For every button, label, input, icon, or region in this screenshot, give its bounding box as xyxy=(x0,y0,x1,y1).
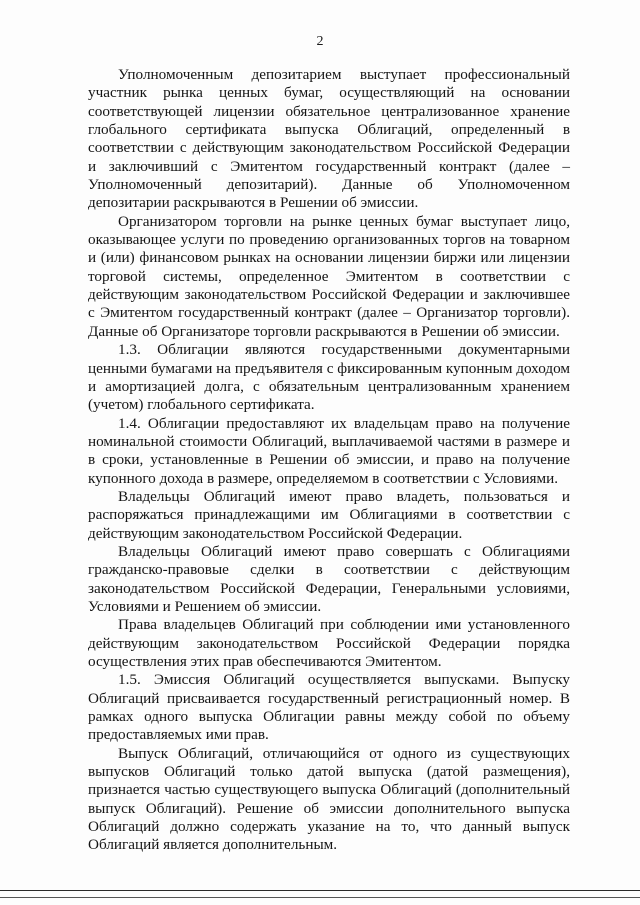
paragraph-authorized-depository: Уполномоченным депозитарием выступает профессиональный участник рынка ценных бумаг, осуществляющий на основании соответствующей лицензии обязательное централизованное хранение глобального сертификата выпуска Облигаций, определенный в соответствии с действующим законодательством Российской Федерации и заключивший с Эмитентом государственный контракт (далее – Уполномоченный депозитарий). Данные об Уполномоченном депозитарии раскрываются в Решении об эмиссии. xyxy=(88,66,570,212)
paragraph-1-3: 1.3. Облигации являются государственными документарными ценными бумагами на предъявителя с фиксированным купонным доходом и амортизацией долга, с обязательным централизованным хранением (учетом) глобального сертификата. xyxy=(88,341,570,414)
paragraph-owners-rights: Владельцы Облигаций имеют право владеть, пользоваться и распоряжаться принадлежащими им Облигациями в соответствии с действующим законодательством Российской Федерации. xyxy=(88,487,570,542)
paragraph-trade-organizer: Организатором торговли на рынке ценных бумаг выступает лицо, оказывающее услуги по проведению организованных торгов на товарном и (или) финансовом рынках на основании лицензии биржи или лицензии торговой системы, определенное Эмитентом в соответствии с действующим законодательством Российской Федерации и заключившее с Эмитентом государственный контракт (далее – Организатор торговли). Данные об Организаторе торговли раскрываются в Решении об эмиссии. xyxy=(88,212,570,340)
bottom-divider-secondary xyxy=(0,897,640,898)
paragraph-rights-ensured: Права владельцев Облигаций при соблюдении ими установленного действующим законодательством Российской Федерации порядка осуществления этих прав обеспечиваются Эмитентом. xyxy=(88,616,570,670)
paragraph-1-5: 1.5. Эмиссия Облигаций осуществляется выпусками. Выпуску Облигаций присваивается государственный регистрационный номер. В рамках одного выпуска Облигации равны между собой по объему предоставляемых ими прав. xyxy=(88,671,570,744)
paragraph-owners-transactions: Владельцы Облигаций имеют право совершать с Облигациями гражданско-правовые сделки в соответствии с действующим законодательством Российской Федерации, Генеральными условиями, Условиями и Решением об эмиссии. xyxy=(88,542,570,615)
paragraph-1-4: 1.4. Облигации предоставляют их владельцам право на получение номинальной стоимости Облигаций, выплачиваемой частями в размере и в сроки, установленные в Решении об эмиссии, и право на получение купонного дохода в размере, определяемом в соответствии с Условиями. xyxy=(88,414,570,487)
bottom-divider xyxy=(0,890,640,891)
document-body xyxy=(88,66,570,855)
page-number: 2 xyxy=(316,34,324,49)
paragraph-additional-issue: Выпуск Облигаций, отличающийся от одного из существующих выпусков Облигаций только датой выпуска (датой размещения), признается частью существующего выпуска Облигаций (дополнительный выпуск Облигаций). Решение об эмиссии дополнительного выпуска Облигаций должно содержать указание на то, что данный выпуск Облигаций является дополнительным. xyxy=(88,744,570,854)
